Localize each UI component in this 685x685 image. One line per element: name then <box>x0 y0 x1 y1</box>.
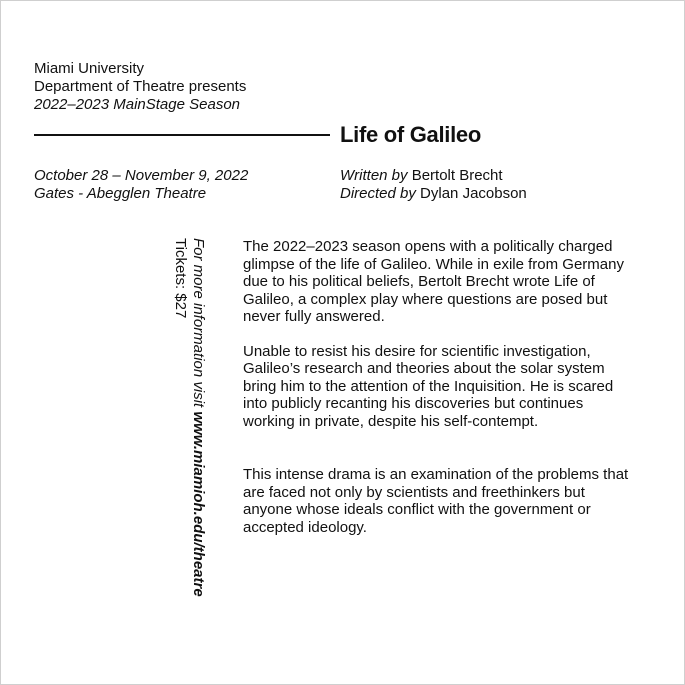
director-credit <box>340 185 527 203</box>
title-rule <box>34 134 330 136</box>
written-by-label: Written by <box>340 167 408 184</box>
university-name: Miami University <box>34 60 145 77</box>
credits <box>340 167 527 203</box>
ticket-price: Tickets: $27 <box>172 238 189 319</box>
play-title: Life of Galileo <box>340 122 481 147</box>
writer-credit <box>340 167 527 185</box>
description <box>243 238 638 553</box>
director-name: Dylan Jacobson <box>420 185 527 202</box>
performance-info <box>34 167 248 203</box>
presenter-header <box>34 60 246 114</box>
writer-name: Bertolt Brecht <box>411 167 503 184</box>
paragraph-2: Unable to resist his desire for scientific investigation, Galileo’s research and theories about the solar system bring him to the attention of the Inquisition. He is scared into publicly recanting his discoveries but continues working in private, despite his self-contempt. <box>243 342 614 430</box>
date-range: October 28 – November 9, 2022 <box>34 167 249 184</box>
paragraph-3: This intense drama is an examination of the problems that are faced not only by scientists and freethinkers but anyone whose ideals conflict with the government or accepted ideology. <box>243 466 629 536</box>
paragraph-1: The 2022–2023 season opens with a politically charged glimpse of the life of Galileo. While in exile from Germany due to his political beliefs, Bertolt Brecht wrote Life of Galileo, a complex play where questions are posed but never fully answered. <box>243 238 624 325</box>
season-name: 2022–2023 MainStage Season <box>34 96 241 113</box>
directed-by-label: Directed by <box>340 185 416 202</box>
more-info-prefix: For more information visit <box>190 238 207 408</box>
venue: Gates - Abegglen Theatre <box>34 185 207 202</box>
department-name: Department of Theatre presents <box>34 78 247 95</box>
vertical-info <box>171 238 207 597</box>
more-info-line <box>189 238 207 597</box>
theatre-url-link[interactable]: www.miamioh.edu/theatre <box>190 411 207 597</box>
